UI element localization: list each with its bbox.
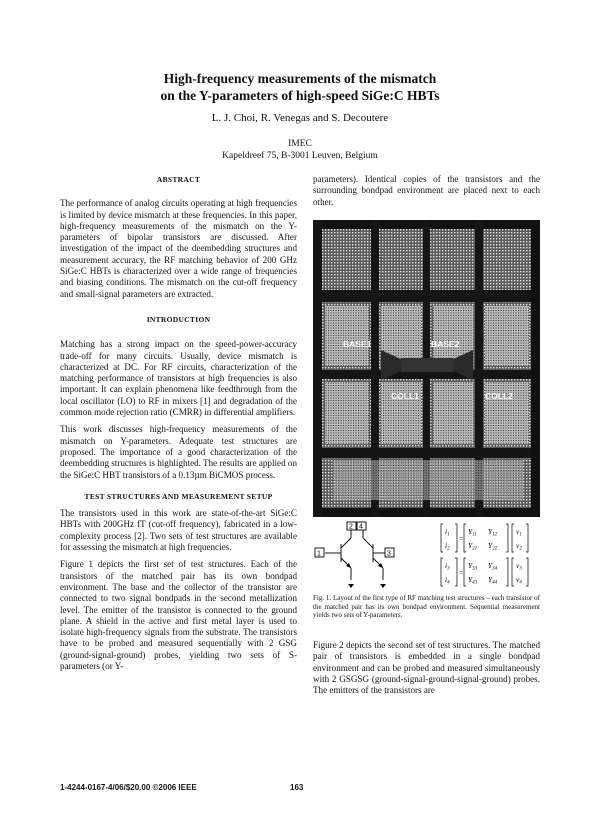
svg-text:i2 — [445, 541, 450, 552]
eq-v4: v — [516, 575, 520, 584]
affiliation-address: Kapeldreef 75, B-3001 Leuven, Belgium — [222, 151, 378, 161]
left-column — [60, 174, 297, 678]
svg-text:v4: $v_4$ — [516, 575, 522, 586]
circuit-schematic — [313, 520, 423, 592]
intro-paragraph-1: Matching has a strong impact on the speed-power-accuracy trade-off for many circuits. Usually, device mismatch is characterized at DC. For RF circuits, characterization of the matching performance of transistors at high frequencies is also important. It can explain phenomena like feedthrough from the local oscillator (LO) to RF in mixers [1] and degradation of the common mode rejection ratio (CMRR) in differential amplifiers. — [60, 339, 297, 418]
eq-y44-sub: 44 — [492, 580, 498, 586]
figure-1-caption: Fig. 1. Layout of the first type of RF matching test structures – each transistor of the matched pair has its own bondpad environment. Sequential measurement yields two sets of Y-parameters. — [313, 594, 540, 620]
svg-text:v2: $v_2$ — [516, 541, 522, 552]
page-number: 163 — [290, 783, 304, 792]
abstract-heading: ABSTRACT — [156, 175, 201, 184]
test-heading: TEST STRUCTURES AND MEASUREMENT SETUP — [84, 491, 273, 501]
eq-i2-sub: 2 — [447, 546, 450, 552]
svg-text:v1: $v_1$ — [516, 527, 522, 538]
intro-paragraph-2: This work discusses high-frequency measurements of the mismatch on Y-parameters. Adequate test structures are proposed. The importance of a good characterization of the deembedding structures is highlighted. The results are applied on the SiGe:C HBT transistors of a 0.13µm BiCMOS process. — [60, 424, 297, 480]
authors: L. J. Choi, R. Venegas and S. Decoutere — [211, 112, 389, 124]
right-paragraph-1: parameters). Identical copies of the transistors and the surrounding bondpad environment are placed next to each other. — [313, 174, 540, 207]
eq-y34: Y — [488, 561, 493, 570]
eq-y22: Y — [488, 541, 493, 550]
label-base2: BASE2 — [431, 339, 460, 349]
label-coll2: COLL2 — [485, 391, 513, 401]
eq-i2: i — [445, 541, 448, 550]
affiliation-org: IMEC — [288, 139, 312, 149]
eq-i3-sub: 3 — [447, 566, 450, 572]
intro-heading: INTRODUCTION — [146, 314, 211, 324]
eq-i4: i — [445, 575, 448, 584]
right-paragraph-2: Figure 2 depicts the second set of test structures. The matched pair of transistors is embedded in a single bondpad environment and can be probed and measured simultaneously with 2 GSGSG (ground-signal-ground-signal-ground) probes. The emitters of the transistors are — [313, 640, 540, 696]
abstract-text: The performance of analog circuits operating at high frequencies is limited by device mismatch at these frequencies. In this paper, high-frequency measurements of the mismatch on the Y-parameters of bipolar transistors are discussed. After investigation of the impact of the deembedding structures and measurement accuracy, the RF matching behavior of 200 GHz SiGe:C HBTs is characterized over a wide range of frequencies and biasing conditions. The mismatch on the cut-off frequency and small-signal parameters are extracted. — [60, 198, 297, 299]
eq-i1-sub: 1 — [447, 532, 450, 538]
eq-equals-1: = — [459, 534, 464, 543]
eq-y21-sub: 21 — [472, 546, 478, 552]
eq-y43: Y — [468, 575, 473, 584]
eq-y44: Y — [488, 575, 493, 584]
svg-text:i3 — [445, 561, 450, 572]
svg-text:v3: $v_3$ — [516, 561, 522, 572]
eq-i1: i — [445, 527, 448, 536]
eq-v3: v — [516, 561, 520, 570]
svg-text:Y22 — [488, 541, 498, 552]
pin-label-3: 3 — [387, 550, 391, 558]
paper-title — [60, 70, 540, 104]
y-matrix-equations — [440, 522, 540, 590]
svg-text:i1 — [445, 527, 450, 538]
eq-v2: v — [516, 541, 520, 550]
svg-text:Y12 — [488, 527, 498, 538]
pin-label-2: 2 — [349, 523, 353, 531]
svg-text:Y33 — [468, 561, 478, 572]
eq-y11: Y — [468, 527, 473, 536]
test-paragraph-1: The transistors used in this work are state-of-the-art SiGe:C HBTs with 200GHz fT (cut-off frequency), fabricated in a low-complexity process [2]. Two sets of test structures are available for assessing the mismatch at high frequencies. — [60, 508, 297, 553]
affiliation — [60, 138, 540, 162]
eq-y11-sub: 11 — [472, 532, 477, 538]
eq-y34-sub: 34 — [492, 566, 498, 572]
eq-y12: Y — [488, 527, 493, 536]
pin-label-1: 1 — [317, 550, 321, 558]
label-coll1: COLL1 — [391, 391, 419, 401]
right-column-bottom — [313, 640, 540, 702]
eq-i3: i — [445, 561, 448, 570]
matrix-svg — [440, 522, 540, 590]
layout-micrograph — [313, 220, 540, 517]
footer-copyright: 1-4244-0167-4/06/$20.00 ©2006 IEEE — [60, 783, 197, 792]
eq-y33: Y — [468, 561, 473, 570]
svg-text:Y34 — [488, 561, 498, 572]
eq-y21: Y — [468, 541, 473, 550]
svg-text:Y44 — [488, 575, 498, 586]
eq-y22-sub: 22 — [492, 546, 498, 552]
svg-text:Y11 — [468, 527, 477, 538]
eq-i4-sub: 4 — [447, 580, 450, 586]
svg-text:i4 — [445, 575, 450, 586]
transistor-pair-diagram — [313, 520, 423, 592]
eq-equals-2: = — [459, 568, 464, 577]
test-paragraph-2: Figure 1 depicts the first set of test structures. Each of the transistors of the matched pair has its own bondpad environment. The base and the collector of the transistor are connected to two signal bondpads in the second metallization level. The emitter of the transistor is connected to the ground plane. A shield in the active and first metal layer is used to isolate high-frequency signals from the substrate. The transistors have to be probed and measured sequentially with 2 GSG (ground-signal-ground) probes, yielding two sets of S-parameters (or Y- — [60, 559, 297, 671]
svg-text:Y21 — [468, 541, 477, 552]
eq-y43-sub: 43 — [472, 580, 478, 586]
title-line-2: on the Y-parameters of high-speed SiGe:C HBTs — [160, 88, 440, 103]
eq-y33-sub: 33 — [472, 566, 478, 572]
svg-text:Y43 — [468, 575, 478, 586]
figure-1-layout — [313, 220, 540, 517]
right-column-top — [313, 174, 540, 214]
eq-v1: v — [516, 527, 520, 536]
label-base1: BASE1 — [343, 339, 372, 349]
eq-y12-sub: 12 — [492, 532, 498, 538]
pin-label-4: 4 — [359, 523, 363, 531]
title-line-1: High-frequency measurements of the mismatch — [163, 71, 437, 86]
